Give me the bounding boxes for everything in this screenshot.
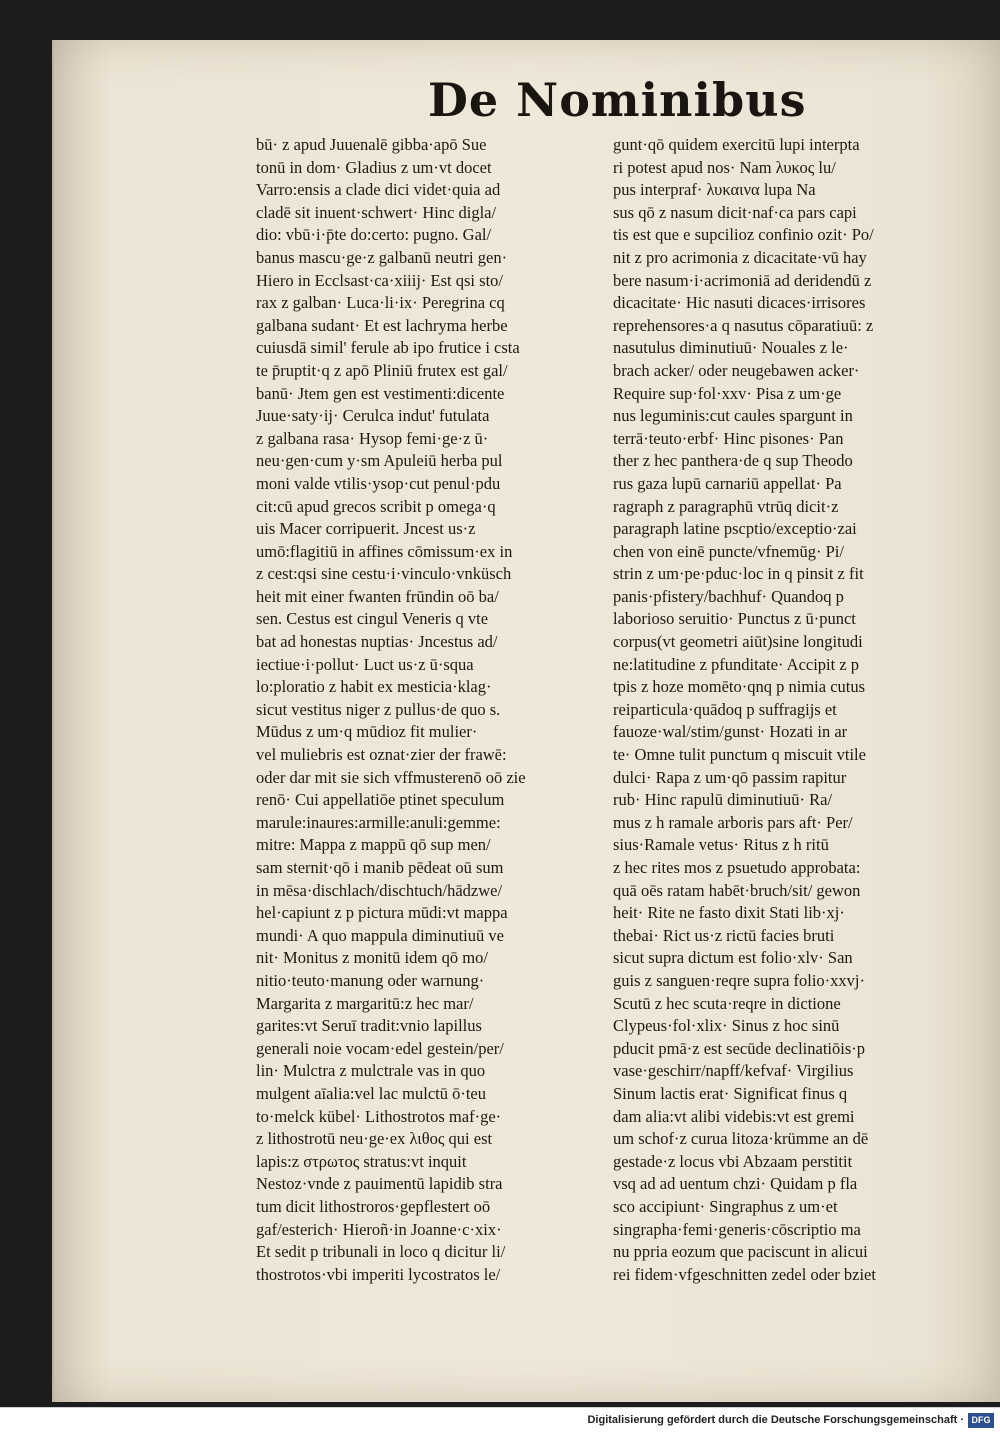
text-line: garites:vt Seruī tradit:vnio lapillus [256, 1016, 482, 1036]
text-line: oder dar mit sie sich vffmusterenō oō zie [256, 767, 526, 787]
text-line: sicut supra dictum est folio·xlv· San [613, 948, 853, 968]
text-line: lin· Mulctra z mulctrale vas in quo [256, 1061, 486, 1081]
text-line: Margarita z margaritū:z hec mar/ [256, 993, 474, 1013]
text-line: uis Macer corripuerit. Jncest us·z [256, 519, 476, 539]
text-line: thostrotos·vbi imperiti lycostratos le/ [256, 1264, 501, 1284]
text-line: nu ppria eozum que paciscunt in alicui [613, 1242, 868, 1262]
text-line: gaf/esterich· Hieroñ·in Joanne·c·xix· [256, 1219, 502, 1239]
running-head: De Nominibus [428, 73, 807, 127]
dfg-logo-icon: DFG [968, 1413, 994, 1428]
text-line: nit· Monitus z monitū idem qō mo/ [256, 948, 488, 968]
text-line: reiparticula·quādoq p suffragijs et [613, 699, 837, 719]
text-line: galbana sudant· Et est lachryma herbe [256, 315, 508, 335]
text-line: ne:latitudine z pfunditate· Accipit z p [613, 654, 860, 674]
text-line: lo:ploratio z habit ex mesticia·klag· [256, 677, 492, 697]
text-line: sicut vestitus niger z pullus·de quo s. [256, 699, 501, 719]
text-line: tum dicit lithostroros·gepflestert oō [256, 1196, 491, 1216]
text-line: brach acker/ oder neugebawen acker· [613, 360, 860, 380]
text-line: generali noie vocam·edel gestein/per/ [256, 1038, 504, 1058]
text-line: cladē sit inuent·schwert· Hinc digla/ [256, 202, 497, 222]
text-line: pus interpraf· λυκαινα lupa Na [613, 180, 816, 200]
text-line: sen. Cestus est cingul Veneris q vte [256, 609, 489, 629]
text-line: sam sternit·qō i manib pēdeat oū sum [256, 858, 504, 877]
text-line: Hiero in Ecclsast·ca·xiiij· Est qsi sto/ [256, 270, 503, 290]
text-line: heit· Rite ne fasto dixit Stati lib·xj· [613, 903, 845, 923]
right-column [613, 134, 961, 1286]
text-line: nit z pro acrimonia z dicacitate·vū hay [613, 247, 867, 267]
funding-credit: Digitalisierung gefördert durch die Deutsche Forschungsgemeinschaft · [587, 1414, 964, 1426]
text-line: gunt·qō quidem exercitū lupi interpta [613, 135, 860, 154]
text-line: terrā·teuto·erbf· Hinc pisones· Pan [613, 428, 844, 448]
text-line: nitio·teuto·manung oder warnung· [256, 970, 485, 990]
text-line: thebai· Rict us·z rictū facies bruti [613, 925, 835, 945]
text-line: Require sup·fol·xxv· Pisa z um·ge [613, 383, 842, 403]
text-line: dam alia:vt alibi videbis:vt est gremi [613, 1106, 855, 1126]
text-line: iectiue·i·pollut· Luct us·z ū·squa [256, 654, 474, 674]
text-line: te p̄ruptit·q z apō Pliniū frutex est gal/ [256, 360, 508, 380]
text-line: um schof·z curua litoza·krümme an dē [613, 1129, 869, 1149]
text-line: paragraph latine pscptio/exceptio·zai [613, 519, 857, 539]
text-line: chen von einē puncte/vfnemūg· Pi/ [613, 541, 844, 561]
text-line: Varro:ensis a clade dici videt·quia ad [256, 180, 501, 200]
text-line: panis·pfistery/bachhuf· Quandoq p [613, 586, 844, 606]
text-line: rax z galban· Luca·li·ix· Peregrina cq [256, 293, 505, 313]
text-line: Juue·saty·ij· Cerulca indut' futulata [256, 406, 490, 426]
text-line: z lithostrotū neu·ge·ex λιθος qui est [256, 1129, 493, 1149]
text-line: banus mascu·ge·z galbanū neutri gen· [256, 247, 508, 267]
text-line: bū· z apud Juuenalē gibba·apō Sue [256, 135, 487, 154]
text-line: renō· Cui appellatiōe ptinet speculum [256, 790, 505, 810]
text-line: vel muliebris est oznat·zier der frawē: [256, 745, 507, 765]
text-line: banū· Jtem gen est vestimenti:dicente [256, 383, 505, 403]
text-line: hel·capiunt z p pictura mūdi:vt mappa [256, 903, 508, 923]
text-line: lapis:z στρωτος stratus:vt inquit [256, 1151, 467, 1171]
text-line: marule:inaures:armille:anuli:gemme: [256, 812, 501, 832]
text-line: ther z hec panthera·de q sup Theodo [613, 451, 853, 471]
text-line: Nestoz·vnde z pauimentū lapidib stra [256, 1174, 503, 1194]
footer-strip [0, 1407, 1000, 1435]
text-line: sius·Ramale vetus· Ritus z h ritū [613, 835, 829, 855]
text-line: tpis z hoze momēto·qnq p nimia cutus [613, 677, 866, 697]
text-line: mitre: Mappa z mappū qō sup men/ [256, 835, 491, 855]
text-line: gestade·z locus vbi Abzaam perstitit [613, 1151, 853, 1171]
text-line: nasutulus diminutiuū· Nouales z le· [613, 338, 849, 358]
text-line: ragraph z paragraphū vtrūq dicit·z [613, 496, 839, 516]
text-line: reprehensores·a q nasutus cōparatiuū: z [613, 315, 874, 335]
text-line: vase·geschirr/napff/kefvaf· Virgilius [613, 1061, 854, 1081]
text-line: vsq ad ad uentum chzi· Quidam p fla [613, 1174, 858, 1194]
left-column [256, 134, 601, 1286]
text-line: Sinum lactis erat· Significat finus q [613, 1083, 848, 1103]
text-line: z cest:qsi sine cestu·i·vinculo·vnküsch [256, 564, 512, 584]
text-line: corpus(vt geometri aiūt)sine longitudi [613, 632, 863, 652]
text-line: Mūdus z um·q mūdioz fit mulier· [256, 722, 478, 742]
text-line: z hec rites mos z psuetudo approbata: [613, 858, 861, 877]
text-line: sus qō z nasum dicit·naf·ca pars capi [613, 202, 857, 222]
text-line: singrapha·femi·generis·cōscriptio ma [613, 1219, 861, 1239]
text-line: mulgent aīalia:vel lac mulctū ō·teu [256, 1083, 487, 1103]
text-line: guis z sanguen·reqre supra folio·xxvj· [613, 970, 866, 990]
text-line: quā oēs ratam habēt·bruch/sit/ gewon [613, 880, 861, 900]
text-line: dulci· Rapa z um·qō passim rapitur [613, 767, 847, 787]
text-line: te· Omne tulit punctum q miscuit vtile [613, 745, 866, 765]
text-line: bat ad honestas nuptias· Jncestus ad/ [256, 632, 498, 652]
text-line: pducit pmā·z est secūde declinatiōis·p [613, 1038, 865, 1058]
text-line: mundi· A quo mappula diminutiuū ve [256, 925, 504, 945]
text-line: bere nasum·i·acrimoniā ad deridendū z [613, 270, 872, 290]
text-line: sco accipiunt· Singraphus z um·et [613, 1196, 838, 1216]
text-line: tis est que e supcilioz confinio ozit· Po/ [613, 225, 874, 245]
text-line: heit mit einer fwanten frūndin oō ba/ [256, 586, 499, 606]
text-line: in mēsa·dischlach/dischtuch/hādzwe/ [256, 880, 503, 900]
text-line: umō:flagitiū in affines cōmissum·ex in [256, 541, 513, 561]
text-line: strin z um·pe·pduc·loc in q pinsit z fit [613, 564, 864, 584]
text-line: Scutū z hec scuta·reqre in dictione [613, 993, 841, 1013]
text-line: Clypeus·fol·xlix· Sinus z hoc sinū [613, 1016, 840, 1036]
text-line: cuiusdā simil' ferule ab ipo frutice i csta [256, 338, 520, 358]
text-line: fauoze·wal/stim/gunst· Hozati in ar [613, 722, 848, 742]
text-line: mus z h ramale arboris pars aft· Per/ [613, 812, 853, 832]
text-line: tonū in dom· Gladius z um·vt docet [256, 157, 492, 177]
text-line: to·melck kübel· Lithostrotos maf·ge· [256, 1106, 502, 1126]
text-line: cit:cū apud grecos scribit p omega·q [256, 496, 496, 516]
text-line: z galbana rasa· Hysop femi·ge·z ū· [256, 428, 489, 448]
text-line: rus gaza lupū carnariū appellat· Pa [613, 473, 842, 493]
text-line: dicacitate· Hic nasuti dicaces·irrisores [613, 293, 866, 313]
text-line: moni valde vtilis·ysop·cut penul·pdu [256, 473, 501, 493]
text-line: dio: vbū·i·p̄te do:certo: pugno. Gal/ [256, 225, 492, 245]
text-line: Et sedit p tribunali in loco q dicitur li/ [256, 1242, 506, 1262]
text-line: laborioso seruitio· Punctus z ū·punct [613, 609, 856, 629]
text-line: ri potest apud nos· Nam λυκος lu/ [613, 157, 836, 177]
text-line: rei fidem·vfgeschnitten zedel oder bziet [613, 1264, 876, 1284]
text-line: nus leguminis:cut caules spargunt in [613, 406, 853, 426]
text-line: neu·gen·cum y·sm Apuleiū herba pul [256, 451, 503, 471]
text-line: rub· Hinc rapulū diminutiuū· Ra/ [613, 790, 833, 810]
